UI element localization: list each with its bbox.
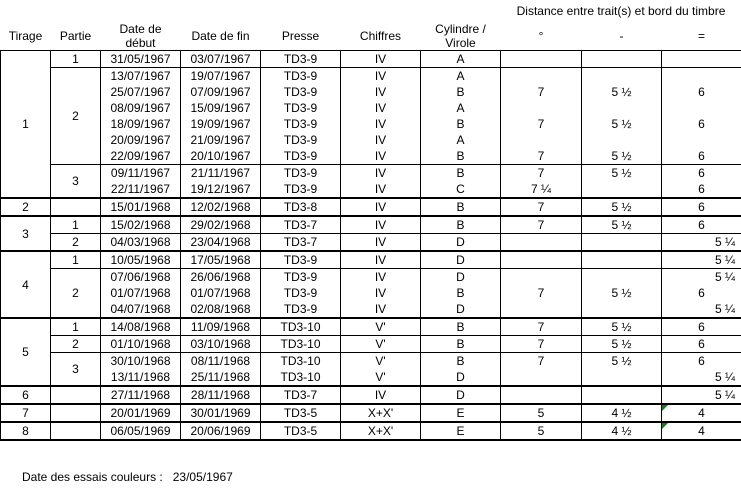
cell-partie: 1 (51, 216, 101, 234)
table-row (1, 68, 741, 85)
cell-distance-equal: 6 (662, 216, 741, 234)
cell-date-debut: 04/07/1968 (101, 301, 181, 318)
cell-distance-equal: 6 (662, 336, 741, 353)
cell-partie (51, 404, 101, 422)
table-row (1, 100, 741, 116)
table-row (1, 116, 741, 132)
cell-distance-minus: 4 ½ (582, 404, 662, 422)
col-header-date-debut-line2: début (125, 36, 156, 50)
cell-presse: TD3-9 (261, 84, 341, 100)
cell-partie: 1 (51, 51, 101, 68)
cell-partie: 2 (51, 336, 101, 353)
cell-chiffres: IV (341, 84, 421, 100)
table-row (1, 422, 741, 440)
cell-cylindre: B (421, 165, 501, 182)
cell-distance-degree: 5 (501, 422, 582, 440)
col-header-presse: Presse (281, 29, 320, 43)
cell-chiffres: IV (341, 386, 421, 404)
cell-partie: 2 (51, 234, 101, 252)
cell-distance-minus: 5 ½ (582, 116, 662, 132)
cell-chiffres: IV (341, 51, 421, 68)
cell-presse: TD3-9 (261, 165, 341, 182)
cell-date-debut: 30/10/1968 (101, 353, 181, 370)
cell-distance-degree (501, 269, 582, 286)
cell-distance-equal: 5 ¼ (662, 369, 741, 386)
cell-chiffres: IV (341, 181, 421, 198)
cell-partie: 2 (51, 269, 101, 319)
cell-presse: TD3-9 (261, 301, 341, 318)
distance-title: Distance entre trait(s) et bord du timbre (516, 4, 726, 18)
col-header-cylindre (421, 22, 501, 51)
cell-distance-minus (582, 386, 662, 404)
cell-date-debut: 20/09/1967 (101, 132, 181, 148)
cell-cylindre: B (421, 285, 501, 301)
cell-partie: 3 (51, 353, 101, 387)
cell-date-fin: 19/07/1967 (181, 68, 261, 85)
cell-distance-degree (501, 301, 582, 318)
cell-presse: TD3-5 (261, 404, 341, 422)
cell-presse: TD3-9 (261, 148, 341, 165)
cell-distance-degree: 7 (501, 336, 582, 353)
cell-distance-equal: 6 (662, 181, 741, 198)
table-row (1, 404, 741, 422)
cell-distance-minus: 5 ½ (582, 318, 662, 336)
cell-chiffres: X+X' (341, 422, 421, 440)
cell-date-fin: 17/05/1968 (181, 251, 261, 269)
cell-distance-minus (582, 100, 662, 116)
cell-distance-equal: 6 (662, 318, 741, 336)
cell-date-debut: 14/08/1968 (101, 318, 181, 336)
cell-presse: TD3-10 (261, 353, 341, 370)
col-header-tirage: Tirage (8, 29, 43, 43)
cell-date-fin: 20/10/1967 (181, 148, 261, 165)
print-run-body (1, 51, 741, 441)
cell-date-fin: 03/07/1967 (181, 51, 261, 68)
table-row (1, 386, 741, 404)
cell-date-fin: 03/10/1968 (181, 336, 261, 353)
cell-distance-degree (501, 132, 582, 148)
cell-chiffres: IV (341, 116, 421, 132)
cell-presse: TD3-9 (261, 181, 341, 198)
cell-cylindre: A (421, 68, 501, 85)
cell-distance-equal: 6 (662, 84, 741, 100)
cell-cylindre: E (421, 404, 501, 422)
cell-date-debut: 09/11/1967 (101, 165, 181, 182)
cell-distance-degree: 7 (501, 165, 582, 182)
cell-distance-equal (662, 132, 741, 148)
cell-distance-minus (582, 269, 662, 286)
cell-distance-equal: 6 (662, 116, 741, 132)
cell-chiffres: V' (341, 336, 421, 353)
table-row (1, 269, 741, 286)
cell-distance-equal: 4 (662, 404, 741, 422)
cell-presse: TD3-9 (261, 251, 341, 269)
table-row (1, 336, 741, 353)
header-spacer (1, 0, 501, 22)
cell-date-fin: 12/02/1968 (181, 198, 261, 216)
footer (22, 470, 233, 484)
cell-chiffres: V' (341, 318, 421, 336)
cell-cylindre: B (421, 353, 501, 370)
footer-label: Date des essais couleurs : (22, 470, 163, 484)
footer-date: 23/05/1967 (172, 470, 233, 484)
cell-distance-minus (582, 234, 662, 252)
cell-distance-minus: 5 ½ (582, 353, 662, 370)
cell-date-fin: 08/11/1968 (181, 353, 261, 370)
cell-cylindre: A (421, 132, 501, 148)
cell-partie: 1 (51, 251, 101, 269)
col-header-date-fin: Date de fin (191, 29, 250, 43)
cell-chiffres: IV (341, 148, 421, 165)
cell-date-debut: 01/10/1968 (101, 336, 181, 353)
cell-distance-equal: 6 (662, 165, 741, 182)
cell-chiffres: IV (341, 100, 421, 116)
cell-presse: TD3-8 (261, 198, 341, 216)
cell-chiffres: IV (341, 234, 421, 252)
col-header-date-debut-line1: Date de (119, 22, 162, 36)
cell-distance-equal: 6 (662, 353, 741, 370)
cell-date-fin: 15/09/1967 (181, 100, 261, 116)
cell-date-fin: 25/11/1968 (181, 369, 261, 386)
cell-cylindre: D (421, 234, 501, 252)
cell-cylindre: D (421, 369, 501, 386)
cell-presse: TD3-9 (261, 100, 341, 116)
cell-partie (51, 422, 101, 440)
table-row (1, 84, 741, 100)
cell-tirage: 5 (1, 318, 51, 386)
cell-distance-minus (582, 132, 662, 148)
col-header-distance-equal: = (698, 29, 706, 43)
cell-cylindre: D (421, 269, 501, 286)
cell-date-debut: 08/09/1967 (101, 100, 181, 116)
cell-date-debut: 22/09/1967 (101, 148, 181, 165)
cell-cylindre: D (421, 301, 501, 318)
cell-tirage: 4 (1, 251, 51, 318)
cell-distance-minus: 5 ½ (582, 165, 662, 182)
cell-cylindre: C (421, 181, 501, 198)
cell-date-fin: 26/06/1968 (181, 269, 261, 286)
cell-date-debut: 10/05/1968 (101, 251, 181, 269)
cell-distance-degree: 7 (501, 84, 582, 100)
table-row (1, 301, 741, 318)
cell-distance-minus: 4 ½ (582, 422, 662, 440)
cell-tirage: 1 (1, 51, 51, 199)
cell-presse: TD3-7 (261, 386, 341, 404)
cell-date-fin: 30/01/1969 (181, 404, 261, 422)
cell-distance-equal: 5 ¼ (662, 269, 741, 286)
table-row (1, 198, 741, 216)
table-row (1, 181, 741, 198)
cell-distance-degree: 7 (501, 148, 582, 165)
cell-distance-minus (582, 369, 662, 386)
table-row (1, 216, 741, 234)
table-row (1, 234, 741, 252)
col-header-cylindre-line2: Virole (445, 36, 476, 50)
cell-distance-degree: 7 ¼ (501, 181, 582, 198)
cell-presse: TD3-7 (261, 234, 341, 252)
cell-distance-minus (582, 68, 662, 85)
cell-distance-equal: 6 (662, 148, 741, 165)
cell-cylindre: B (421, 318, 501, 336)
cell-presse: TD3-10 (261, 318, 341, 336)
cell-distance-degree (501, 68, 582, 85)
cell-partie: 3 (51, 165, 101, 199)
cell-distance-degree: 7 (501, 318, 582, 336)
cell-date-debut: 15/02/1968 (101, 216, 181, 234)
cell-cylindre: A (421, 100, 501, 116)
cell-cylindre: B (421, 148, 501, 165)
cell-presse: TD3-9 (261, 116, 341, 132)
table-row (1, 132, 741, 148)
cell-distance-degree: 7 (501, 216, 582, 234)
col-header-distance-minus: - (619, 29, 624, 43)
cell-partie: 1 (51, 318, 101, 336)
cell-date-fin: 07/09/1967 (181, 84, 261, 100)
cell-date-fin: 29/02/1968 (181, 216, 261, 234)
cell-tirage: 6 (1, 386, 51, 404)
cell-chiffres: IV (341, 301, 421, 318)
table-row (1, 369, 741, 386)
cell-distance-equal: 6 (662, 285, 741, 301)
cell-distance-minus: 5 ½ (582, 285, 662, 301)
cell-date-fin: 21/09/1967 (181, 132, 261, 148)
table-row (1, 251, 741, 269)
cell-chiffres: IV (341, 216, 421, 234)
cell-date-debut: 25/07/1967 (101, 84, 181, 100)
cell-cylindre: B (421, 336, 501, 353)
cell-date-debut: 01/07/1968 (101, 285, 181, 301)
cell-presse: TD3-9 (261, 68, 341, 85)
cell-chiffres: IV (341, 198, 421, 216)
cell-distance-minus (582, 251, 662, 269)
cell-presse: TD3-7 (261, 216, 341, 234)
cell-date-debut: 06/05/1969 (101, 422, 181, 440)
cell-distance-equal: 5 ¼ (662, 386, 741, 404)
cell-chiffres: IV (341, 165, 421, 182)
cell-tirage: 7 (1, 404, 51, 422)
cell-distance-degree (501, 100, 582, 116)
cell-tirage: 8 (1, 422, 51, 440)
cell-date-debut: 13/07/1967 (101, 68, 181, 85)
cell-presse: TD3-9 (261, 269, 341, 286)
cell-presse: TD3-9 (261, 51, 341, 68)
table-row (1, 148, 741, 165)
cell-distance-minus: 5 ½ (582, 198, 662, 216)
cell-chiffres: V' (341, 353, 421, 370)
table-row (1, 318, 741, 336)
cell-date-debut: 22/11/1967 (101, 181, 181, 198)
table-row (1, 165, 741, 182)
cell-distance-equal (662, 68, 741, 85)
cell-date-fin: 20/06/1969 (181, 422, 261, 440)
cell-date-debut: 15/01/1968 (101, 198, 181, 216)
cell-date-debut: 13/11/1968 (101, 369, 181, 386)
cell-date-fin: 21/11/1967 (181, 165, 261, 182)
cell-date-debut: 07/06/1968 (101, 269, 181, 286)
cell-distance-minus (582, 181, 662, 198)
cell-presse: TD3-10 (261, 369, 341, 386)
cell-tirage: 3 (1, 216, 51, 251)
col-header-chiffres: Chiffres (359, 29, 402, 43)
cell-cylindre: B (421, 84, 501, 100)
cell-tirage: 2 (1, 198, 51, 216)
cell-distance-equal: 4 (662, 422, 741, 440)
cell-distance-degree (501, 251, 582, 269)
cell-distance-minus: 5 ½ (582, 216, 662, 234)
cell-distance-degree: 7 (501, 285, 582, 301)
table-row (1, 353, 741, 370)
cell-distance-equal: 5 ¼ (662, 251, 741, 269)
cell-distance-equal (662, 51, 741, 68)
cell-date-debut: 20/01/1969 (101, 404, 181, 422)
cell-date-debut: 18/09/1967 (101, 116, 181, 132)
cell-date-fin: 11/09/1968 (181, 318, 261, 336)
cell-chiffres: IV (341, 269, 421, 286)
col-header-date-debut (101, 22, 181, 51)
cell-distance-equal (662, 100, 741, 116)
cell-distance-minus: 5 ½ (582, 84, 662, 100)
cell-chiffres: IV (341, 68, 421, 85)
cell-date-fin: 19/09/1967 (181, 116, 261, 132)
cell-distance-degree: 7 (501, 116, 582, 132)
cell-presse: TD3-9 (261, 285, 341, 301)
cell-date-fin: 23/04/1968 (181, 234, 261, 252)
cell-partie (51, 198, 101, 216)
cell-date-fin: 19/12/1967 (181, 181, 261, 198)
cell-distance-equal: 6 (662, 198, 741, 216)
cell-cylindre: B (421, 116, 501, 132)
cell-distance-degree: 7 (501, 353, 582, 370)
cell-distance-degree: 5 (501, 404, 582, 422)
cell-presse: TD3-5 (261, 422, 341, 440)
col-header-partie: Partie (59, 29, 92, 43)
cell-distance-equal: 5 ¼ (662, 301, 741, 318)
cell-cylindre: A (421, 51, 501, 68)
cell-chiffres: X+X' (341, 404, 421, 422)
cell-chiffres: V' (341, 369, 421, 386)
cell-cylindre: D (421, 386, 501, 404)
cell-partie: 2 (51, 68, 101, 165)
table-row (1, 285, 741, 301)
cell-chiffres: IV (341, 132, 421, 148)
cell-date-debut: 31/05/1967 (101, 51, 181, 68)
cell-date-fin: 02/08/1968 (181, 301, 261, 318)
cell-distance-degree (501, 369, 582, 386)
cell-cylindre: D (421, 251, 501, 269)
cell-cylindre: B (421, 216, 501, 234)
cell-date-fin: 28/11/1968 (181, 386, 261, 404)
cell-cylindre: B (421, 198, 501, 216)
cell-cylindre: E (421, 422, 501, 440)
cell-distance-degree: 7 (501, 198, 582, 216)
cell-date-fin: 01/07/1968 (181, 285, 261, 301)
cell-distance-degree (501, 51, 582, 68)
cell-distance-minus: 5 ½ (582, 148, 662, 165)
cell-presse: TD3-9 (261, 132, 341, 148)
cell-date-debut: 27/11/1968 (101, 386, 181, 404)
cell-distance-equal: 5 ¼ (662, 234, 741, 252)
col-header-distance-degree: ° (538, 29, 544, 43)
cell-distance-minus: 5 ½ (582, 336, 662, 353)
table-row (1, 51, 741, 68)
cell-chiffres: IV (341, 285, 421, 301)
cell-distance-minus (582, 51, 662, 68)
cell-date-debut: 04/03/1968 (101, 234, 181, 252)
cell-chiffres: IV (341, 251, 421, 269)
cell-partie (51, 386, 101, 404)
cell-distance-minus (582, 301, 662, 318)
col-header-cylindre-line1: Cylindre / (435, 22, 486, 36)
cell-presse: TD3-10 (261, 336, 341, 353)
cell-distance-degree (501, 234, 582, 252)
cell-distance-degree (501, 386, 582, 404)
